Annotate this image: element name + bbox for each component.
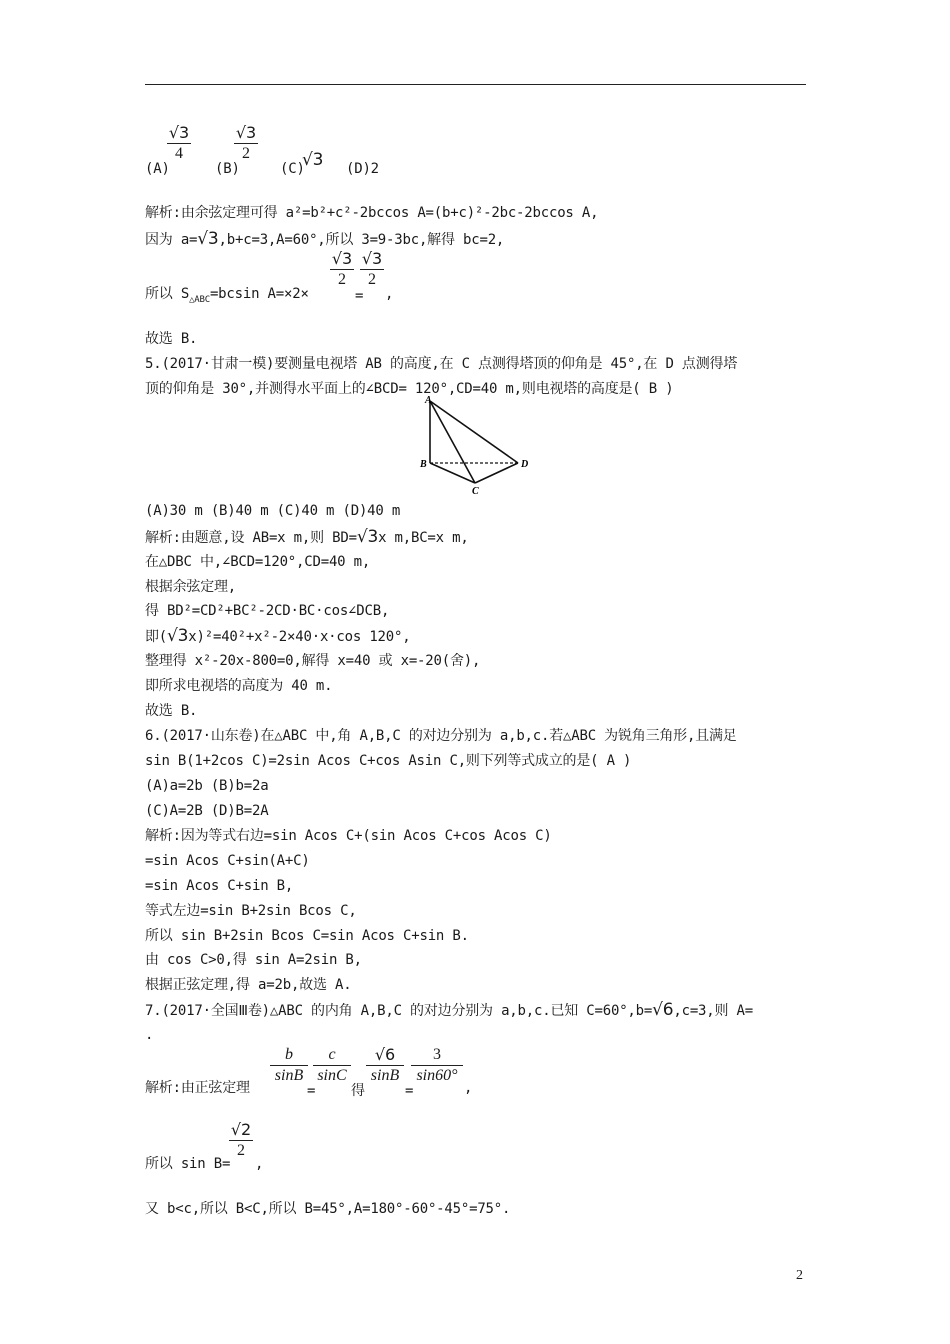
q5-solution-line-1: 解析:由题意,设 AB=x m,则 BD=√3x m,BC=x m, — [145, 527, 469, 547]
q4-conclusion: 故选 B. — [145, 331, 198, 347]
q5-solution-line-6: 整理得 x²-20x-800=0,解得 x=40 或 x=-20(舍), — [145, 653, 481, 669]
q7-equals-1: = — [307, 1083, 316, 1099]
q4-solution-line-3: 所以 $S_{\triangle ABC}=bcsin$ A=×2× — [145, 286, 309, 305]
q7-stem-line-1: 7.(2017·全国Ⅲ卷)△ABC 的内角 A,B,C 的对边分别为 a,b,c.已知 C=60°,b=√6,c=3,则 A= — [145, 1000, 754, 1020]
q5-solution-line-4: 得 BD²=CD²+BC²-2CD·BC·cos∠DCB, — [145, 603, 390, 619]
q7-equals-2: = — [405, 1083, 414, 1099]
q6-solution-line-1: 解析:因为等式右边=sin Acos C+(sin Acos C+cos Acos C) — [145, 828, 552, 844]
q7-comma: , — [464, 1080, 473, 1096]
q6-options-line-2: (C)A=2B (D)B=2A — [145, 803, 269, 819]
q5-options: (A)30 m (B)40 m (C)40 m (D)40 m — [145, 503, 401, 519]
choice-d-label: (D)2 — [346, 161, 379, 177]
q6-solution-line-4: 等式左边=sin B+2sin Bcos C, — [145, 903, 357, 919]
choice-c-label: (C) — [280, 161, 305, 177]
choice-c-value: √3 — [302, 150, 324, 170]
q4-solution-line-1: 解析:由余弦定理可得 a²=b²+c²-2bccos A=(b+c)²-2bc-2bccos A, — [145, 205, 599, 221]
q7-fraction-b-over-sinb: b sinB — [270, 1046, 308, 1085]
q6-solution-line-7: 根据正弦定理,得 a=2b,故选 A. — [145, 977, 352, 993]
point-b-label: B — [420, 459, 427, 470]
q5-solution-line-3: 根据余弦定理, — [145, 579, 237, 595]
q7-solution-line-3: 又 b<c,所以 B<C,所以 B=45°,A=180°-60°-45°=75°. — [145, 1201, 511, 1217]
q7-fraction-root6-over-sinb: √6 sinB — [366, 1046, 404, 1085]
q5-stem-line-1: 5.(2017·甘肃一模)要测量电视塔 AB 的高度,在 C 点测得塔顶的仰角是 45°,在 D 点测得塔 — [145, 356, 738, 372]
point-a-label: A — [425, 395, 432, 406]
q7-fraction-c-over-sinc: c sinC — [313, 1046, 351, 1085]
q7-fraction-root2-over-2: √2 2 — [230, 1120, 252, 1159]
point-d-label: D — [521, 459, 529, 470]
q6-solution-line-2: =sin Acos C+sin(A+C) — [145, 853, 310, 869]
tower-geometry-figure — [415, 393, 535, 498]
q6-solution-line-3: =sin Acos C+sin B, — [145, 878, 294, 894]
q5-solution-line-7: 即所求电视塔的高度为 40 m. — [145, 678, 333, 694]
q7-de: 得 — [351, 1083, 365, 1099]
q4-fraction-2: √3 2 — [361, 249, 383, 288]
q4-solution-line-2: 因为 a=√3,b+c=3,A=60°,所以 3=9-3bc,解得 bc=2, — [145, 229, 505, 249]
q7-stem-line-2: . — [145, 1027, 154, 1043]
q5-stem-line-2: 顶的仰角是 30°,并测得水平面上的∠BCD= 120°,CD=40 m,则电视塔的高度是( B ) — [145, 381, 674, 397]
q5-solution-line-2: 在△DBC 中,∠BCD=120°,CD=40 m, — [145, 554, 371, 570]
header-rule — [145, 84, 806, 85]
fraction-numerator: √3 — [168, 123, 190, 142]
choice-a-label: (A) — [145, 161, 170, 177]
choice-b-label: (B) — [215, 161, 240, 177]
q7-solution-line-2: 所以 sin B= — [145, 1156, 231, 1172]
q6-solution-line-6: 由 cos C>0,得 sin A=2sin B, — [145, 952, 362, 968]
fraction-denominator: 2 — [242, 145, 250, 162]
q6-options-line-1: (A)a=2b (B)b=2a — [145, 778, 269, 794]
q4-equals: = — [355, 288, 364, 304]
q6-solution-line-5: 所以 sin B+2sin Bcos C=sin Acos C+sin B. — [145, 928, 469, 944]
page-number: 2 — [796, 1268, 803, 1283]
point-c-label: C — [472, 486, 479, 497]
choice-b-fraction — [234, 124, 258, 163]
fraction-numerator: √3 — [235, 123, 257, 142]
q5-solution-line-5: 即(√3x)²=40²+x²-2×40·x·cos 120°, — [145, 626, 411, 646]
q6-stem-line-1: 6.(2017·山东卷)在△ABC 中,角 A,B,C 的对边分别为 a,b,c.若△ABC 为锐角三角形,且满足 — [145, 728, 737, 744]
q7-solution-line-1: 解析:由正弦定理 — [145, 1080, 250, 1096]
q5-conclusion: 故选 B. — [145, 703, 198, 719]
q7-fraction-3-over-sin60: 3 sin60° — [411, 1046, 463, 1085]
q4-fraction-1: √3 2 — [331, 249, 353, 288]
choice-a-fraction — [167, 124, 191, 163]
fraction-denominator: 4 — [175, 145, 183, 162]
q4-comma: , — [385, 286, 394, 302]
q7-comma-2: , — [255, 1156, 264, 1172]
q6-stem-line-2: sin B(1+2cos C)=2sin Acos C+cos Asin C,则下列等式成立的是( A ) — [145, 753, 632, 769]
